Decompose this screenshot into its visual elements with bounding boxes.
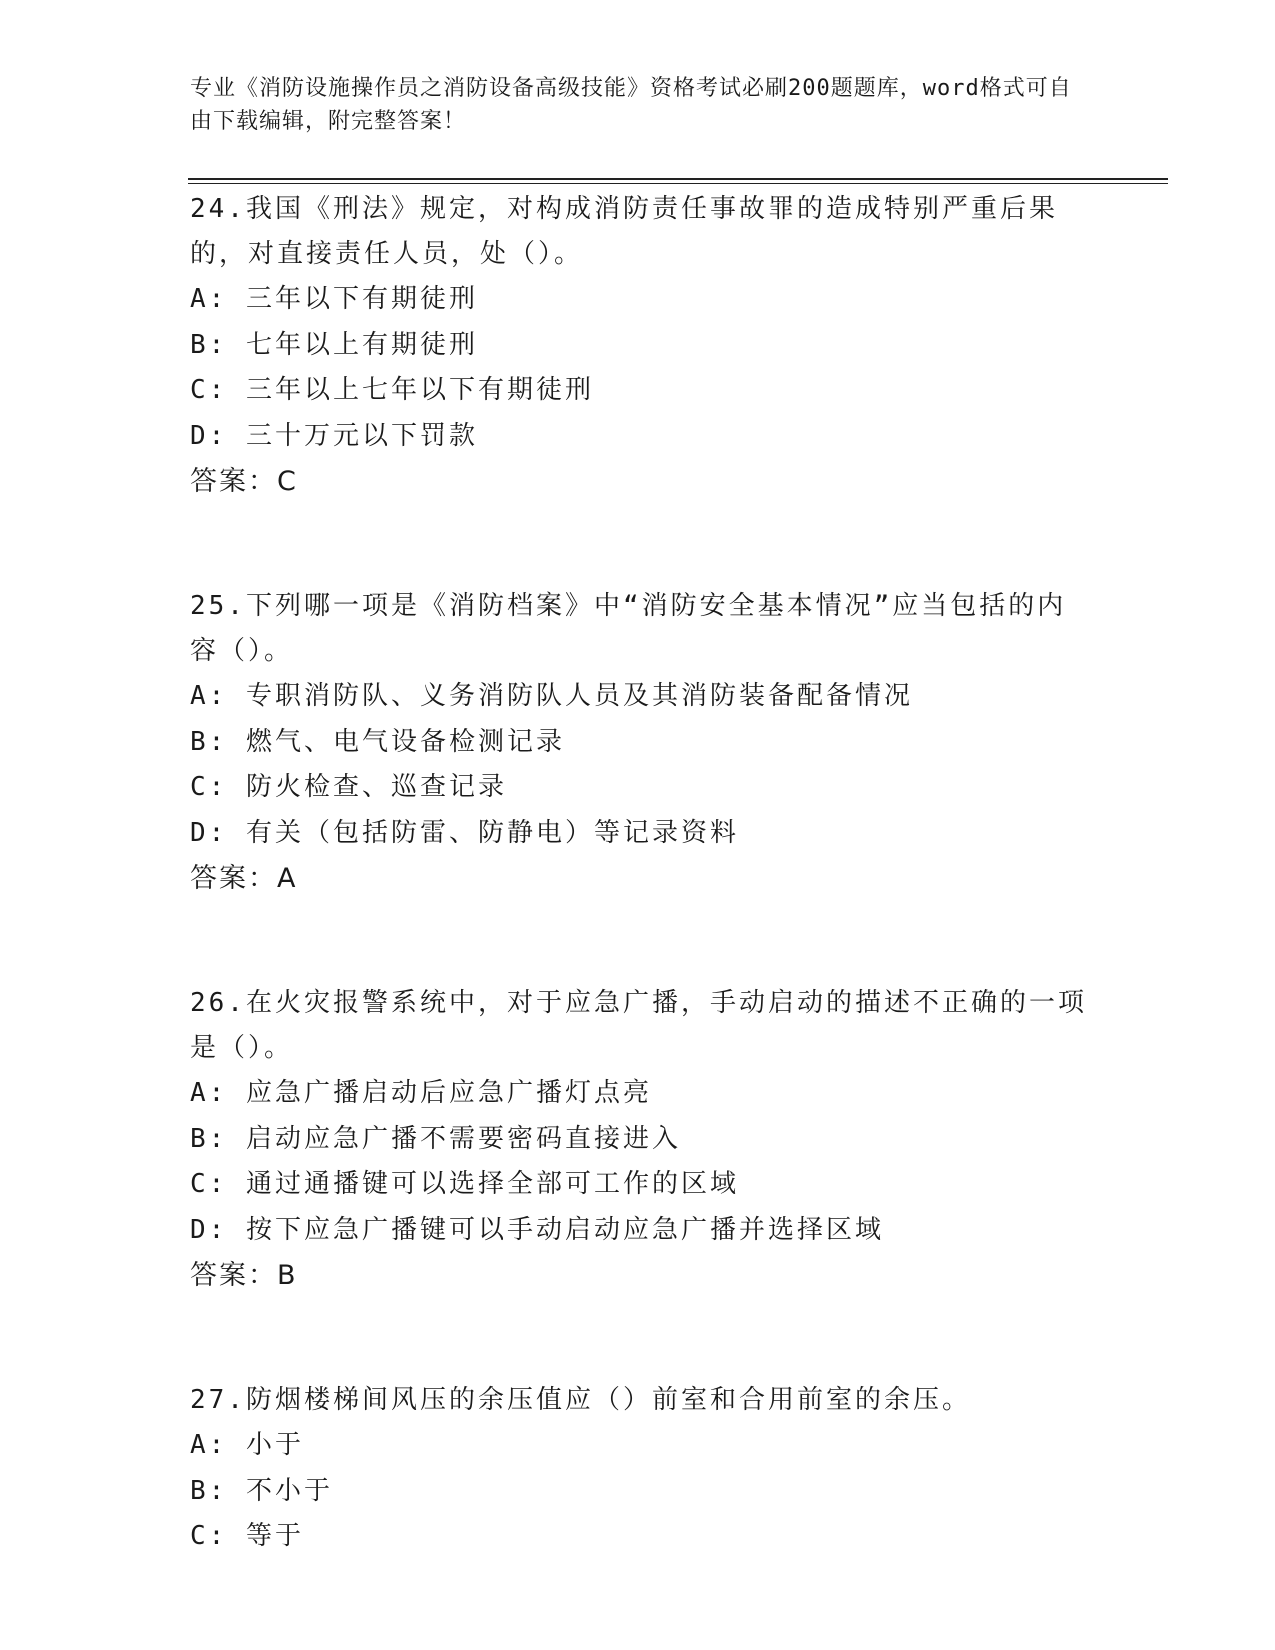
- option-b: B: 启动应急广播不需要密码直接进入: [190, 1123, 681, 1154]
- option-c: C: 等于: [190, 1521, 304, 1551]
- option-b: B: 七年以上有期徒刑: [190, 329, 478, 360]
- question-25: [190, 584, 1090, 901]
- question-24: [190, 187, 1090, 504]
- answer: 答案：A: [190, 863, 298, 894]
- option-d: D: 三十万元以下罚款: [190, 420, 478, 451]
- answer: 答案：C: [190, 466, 298, 497]
- option-b: B: 不小于: [190, 1475, 333, 1506]
- option-d: D: 有关（包括防雷、防静电）等记录资料: [190, 817, 739, 848]
- question-stem: 25.下列哪一项是《消防档案》中“消防安全基本情况”应当包括的内容（）。: [190, 591, 1067, 666]
- header-rule-thin: [188, 183, 1168, 184]
- option-a: A: 专职消防队、义务消防队人员及其消防装备配备情况: [190, 681, 913, 711]
- option-c: C: 防火检查、巡查记录: [190, 772, 507, 802]
- question-stem: 24.我国《刑法》规定，对构成消防责任事故罪的造成特别严重后果的，对直接责任人员，处（）。: [190, 194, 1058, 269]
- answer: 答案：B: [190, 1260, 298, 1291]
- question-stem: 27.防烟楼梯间风压的余压值应（）前室和合用前室的余压。: [190, 1385, 971, 1415]
- option-b: B: 燃气、电气设备检测记录: [190, 726, 565, 757]
- option-a: A: 小于: [190, 1430, 304, 1460]
- question-list: [190, 190, 1090, 1560]
- option-c: C: 通过通播键可以选择全部可工作的区域: [190, 1169, 739, 1199]
- question-stem: 26.在火灾报警系统中，对于应急广播，手动启动的描述不正确的一项是（）。: [190, 988, 1087, 1063]
- option-c: C: 三年以上七年以下有期徒刑: [190, 375, 594, 405]
- option-d: D: 按下应急广播键可以手动启动应急广播并选择区域: [190, 1214, 884, 1245]
- option-a: A: 三年以下有期徒刑: [190, 284, 478, 314]
- document-header: 专业《消防设施操作员之消防设备高级技能》资格考试必刷200题题库，word格式可自由下载编辑，附完整答案！: [190, 76, 1072, 134]
- question-26: [190, 981, 1090, 1298]
- option-a: A: 应急广播启动后应急广播灯点亮: [190, 1078, 652, 1108]
- header-rule-thick: [188, 178, 1168, 180]
- question-27: [190, 1378, 1090, 1560]
